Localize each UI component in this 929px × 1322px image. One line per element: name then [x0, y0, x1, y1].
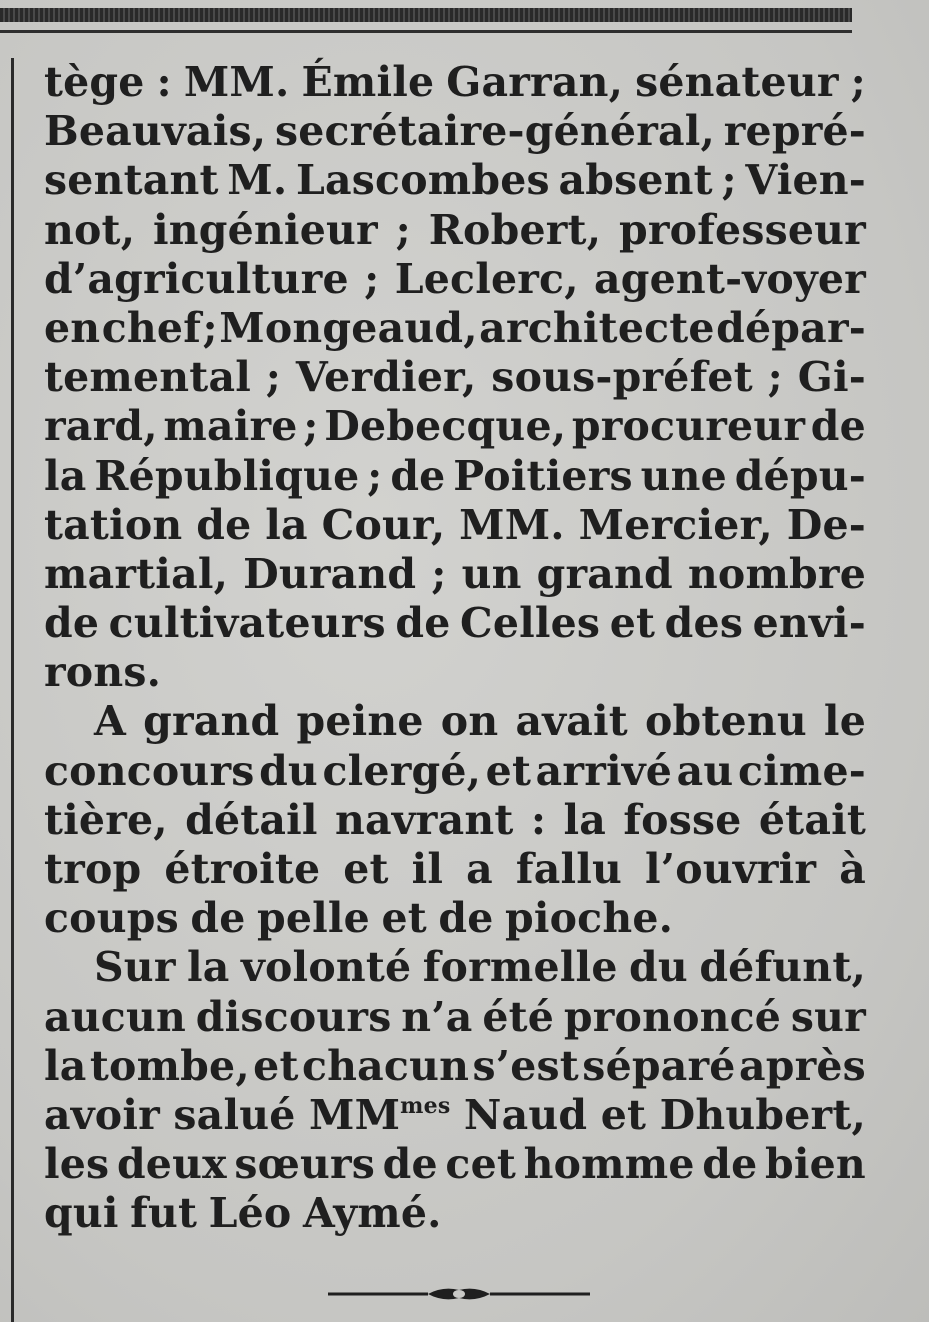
word: ;	[431, 549, 447, 598]
word: après	[738, 1041, 866, 1090]
word: Naud	[463, 1090, 588, 1139]
word: de	[44, 599, 100, 648]
word: martial,	[44, 549, 229, 598]
text-line	[44, 501, 866, 550]
word: MM.	[459, 500, 565, 549]
text-line	[44, 648, 866, 697]
word: ;	[303, 402, 319, 451]
word: au	[676, 746, 734, 795]
word: volonté	[240, 943, 412, 992]
text-line	[44, 402, 866, 451]
word: repré-	[723, 107, 866, 156]
word: République	[94, 451, 360, 500]
word: Dhubert,	[659, 1090, 866, 1139]
text-line	[44, 747, 866, 796]
word: cime-	[737, 746, 866, 795]
word: Debecque,	[324, 402, 567, 451]
word: Beauvais,	[44, 107, 267, 156]
word: une	[640, 451, 727, 500]
word: Aymé.	[302, 1189, 442, 1238]
word: formelle	[422, 943, 618, 992]
word: ;	[395, 205, 411, 254]
text-line	[44, 255, 866, 304]
word: Robert,	[428, 205, 602, 254]
word: été	[482, 992, 555, 1041]
word: Mercier,	[578, 500, 773, 549]
word: ingénieur	[152, 205, 378, 254]
word: de	[390, 451, 446, 500]
word: de	[190, 894, 246, 943]
end-ornament-icon	[328, 1284, 590, 1304]
word: absent	[558, 156, 713, 205]
text-line	[44, 943, 866, 992]
word: Celles	[459, 599, 601, 648]
word: la	[187, 943, 230, 992]
article-text	[44, 58, 866, 1239]
word: aucun	[44, 992, 186, 1041]
word: concours	[44, 746, 255, 795]
column-rule	[11, 58, 14, 1322]
word: Mongeaud,	[219, 303, 478, 352]
word: Leclerc,	[394, 254, 579, 303]
word: avoir	[44, 1090, 160, 1139]
word: et	[600, 1090, 647, 1139]
word: :	[530, 795, 547, 844]
word: :	[156, 58, 172, 106]
word: Durand	[243, 549, 417, 598]
word: du	[629, 943, 688, 992]
word: on	[440, 697, 499, 746]
word: Lascombes	[295, 156, 550, 205]
word: il	[411, 845, 444, 893]
word: la	[44, 1041, 87, 1090]
word: la	[563, 795, 607, 844]
word: envi-	[752, 599, 866, 648]
word: sur	[790, 992, 866, 1041]
word: de	[382, 1140, 438, 1189]
word: obtenu	[644, 697, 807, 746]
word: et	[253, 1041, 299, 1090]
word: tière,	[44, 795, 168, 844]
word: tombe,	[89, 1041, 250, 1090]
text-line	[44, 599, 866, 648]
word: Émile	[301, 58, 435, 106]
word: du	[259, 746, 318, 795]
word: chacun	[301, 1041, 470, 1090]
word: ;	[767, 353, 783, 402]
word: temental	[44, 353, 251, 402]
word: détail	[185, 795, 318, 844]
word: de	[810, 402, 866, 451]
word: de	[702, 1140, 758, 1189]
word: fosse	[623, 795, 742, 844]
word: coups	[44, 894, 179, 943]
word: pioche.	[504, 894, 674, 943]
word: M.	[227, 156, 288, 205]
word: ;	[202, 303, 218, 352]
word: s’est	[472, 1041, 579, 1090]
word: de	[196, 500, 252, 549]
top-heavy-rule	[0, 8, 852, 22]
text-line	[44, 993, 866, 1042]
word: les	[44, 1140, 110, 1189]
word: ;	[721, 156, 737, 205]
word: Sur	[94, 943, 176, 992]
word: A	[94, 697, 127, 746]
word: fut	[130, 1189, 198, 1238]
word: Cour,	[321, 500, 446, 549]
word: d’agriculture	[44, 254, 349, 303]
word: pelle	[256, 894, 370, 943]
text-line	[44, 304, 866, 353]
word: Garran,	[446, 58, 624, 106]
word: tège	[44, 58, 145, 106]
text-line	[44, 796, 866, 845]
word: était	[758, 795, 866, 844]
word: sentant	[44, 156, 219, 205]
word: la	[44, 451, 87, 500]
word: défunt,	[699, 943, 866, 992]
word: chef	[101, 303, 202, 352]
word: de	[438, 894, 494, 943]
word: agent-voyer	[594, 254, 866, 303]
text-line	[44, 156, 866, 205]
word: trop	[44, 845, 142, 893]
word: tation	[44, 500, 183, 549]
word: architecte	[479, 303, 715, 352]
word: homme	[523, 1140, 695, 1189]
word: séparé	[582, 1041, 736, 1090]
word: Poitiers	[453, 451, 633, 500]
word: nombre	[687, 549, 866, 598]
word: MM.	[183, 58, 290, 106]
word: et	[485, 746, 532, 795]
word: sénateur	[635, 58, 839, 106]
word: grand	[536, 549, 673, 598]
word: grand	[143, 697, 280, 746]
word: deux	[116, 1140, 227, 1189]
text-line	[44, 58, 866, 107]
word: navrant	[335, 795, 514, 844]
text-line	[44, 452, 866, 501]
word: et	[343, 845, 389, 893]
word: l’ouvrir	[645, 845, 817, 893]
text-line	[44, 550, 866, 599]
word: arrivé	[535, 746, 673, 795]
word: rons.	[44, 648, 162, 697]
word: le	[823, 697, 866, 746]
word: ;	[850, 58, 866, 106]
word: la	[265, 500, 308, 549]
word: ;	[265, 353, 282, 402]
word: en	[44, 303, 101, 352]
word: avait	[515, 697, 628, 746]
word: dépar-	[716, 303, 866, 352]
text-line	[44, 206, 866, 255]
text-line	[44, 1140, 866, 1189]
word: Gi-	[797, 353, 866, 402]
word: secrétaire-général,	[274, 107, 716, 156]
word: Léo	[208, 1189, 292, 1238]
word: étroite	[164, 845, 321, 893]
word: et	[381, 894, 427, 943]
word: sœurs	[234, 1140, 376, 1189]
top-thin-rule	[0, 30, 852, 33]
word: rard,	[44, 402, 158, 451]
word: prononcé	[563, 992, 782, 1041]
word: bien	[764, 1140, 866, 1189]
word: fallu	[515, 845, 623, 893]
word: procureur	[571, 402, 806, 451]
word: cet	[445, 1140, 516, 1189]
word: sous-préfet	[491, 353, 753, 402]
text-line	[44, 697, 866, 746]
word: Verdier,	[295, 353, 477, 402]
word: à	[839, 845, 866, 893]
word: de	[395, 599, 451, 648]
word: ;	[367, 451, 383, 500]
word: n’a	[401, 992, 473, 1041]
text-line	[44, 1091, 866, 1140]
word: Vien-	[745, 156, 866, 205]
word: et	[609, 599, 656, 648]
text-line	[44, 107, 866, 156]
word: not,	[44, 205, 136, 254]
text-line	[44, 845, 866, 894]
word: un	[461, 549, 522, 598]
text-line	[44, 894, 866, 943]
word: des	[664, 599, 744, 648]
word: cultivateurs	[108, 599, 386, 648]
word: De-	[786, 500, 866, 549]
word: discours	[195, 992, 392, 1041]
word: clergé,	[322, 746, 482, 795]
word: a	[466, 845, 493, 893]
word: salué	[173, 1090, 296, 1139]
text-line	[44, 1042, 866, 1091]
word: qui	[44, 1189, 119, 1238]
word: $MM^{mes}$	[308, 1090, 451, 1139]
word: professeur	[618, 205, 866, 254]
text-line	[44, 1189, 866, 1238]
word: ;	[364, 254, 380, 303]
word: maire	[163, 402, 298, 451]
text-line	[44, 353, 866, 402]
word: peine	[296, 697, 424, 746]
word: dépu-	[734, 451, 866, 500]
